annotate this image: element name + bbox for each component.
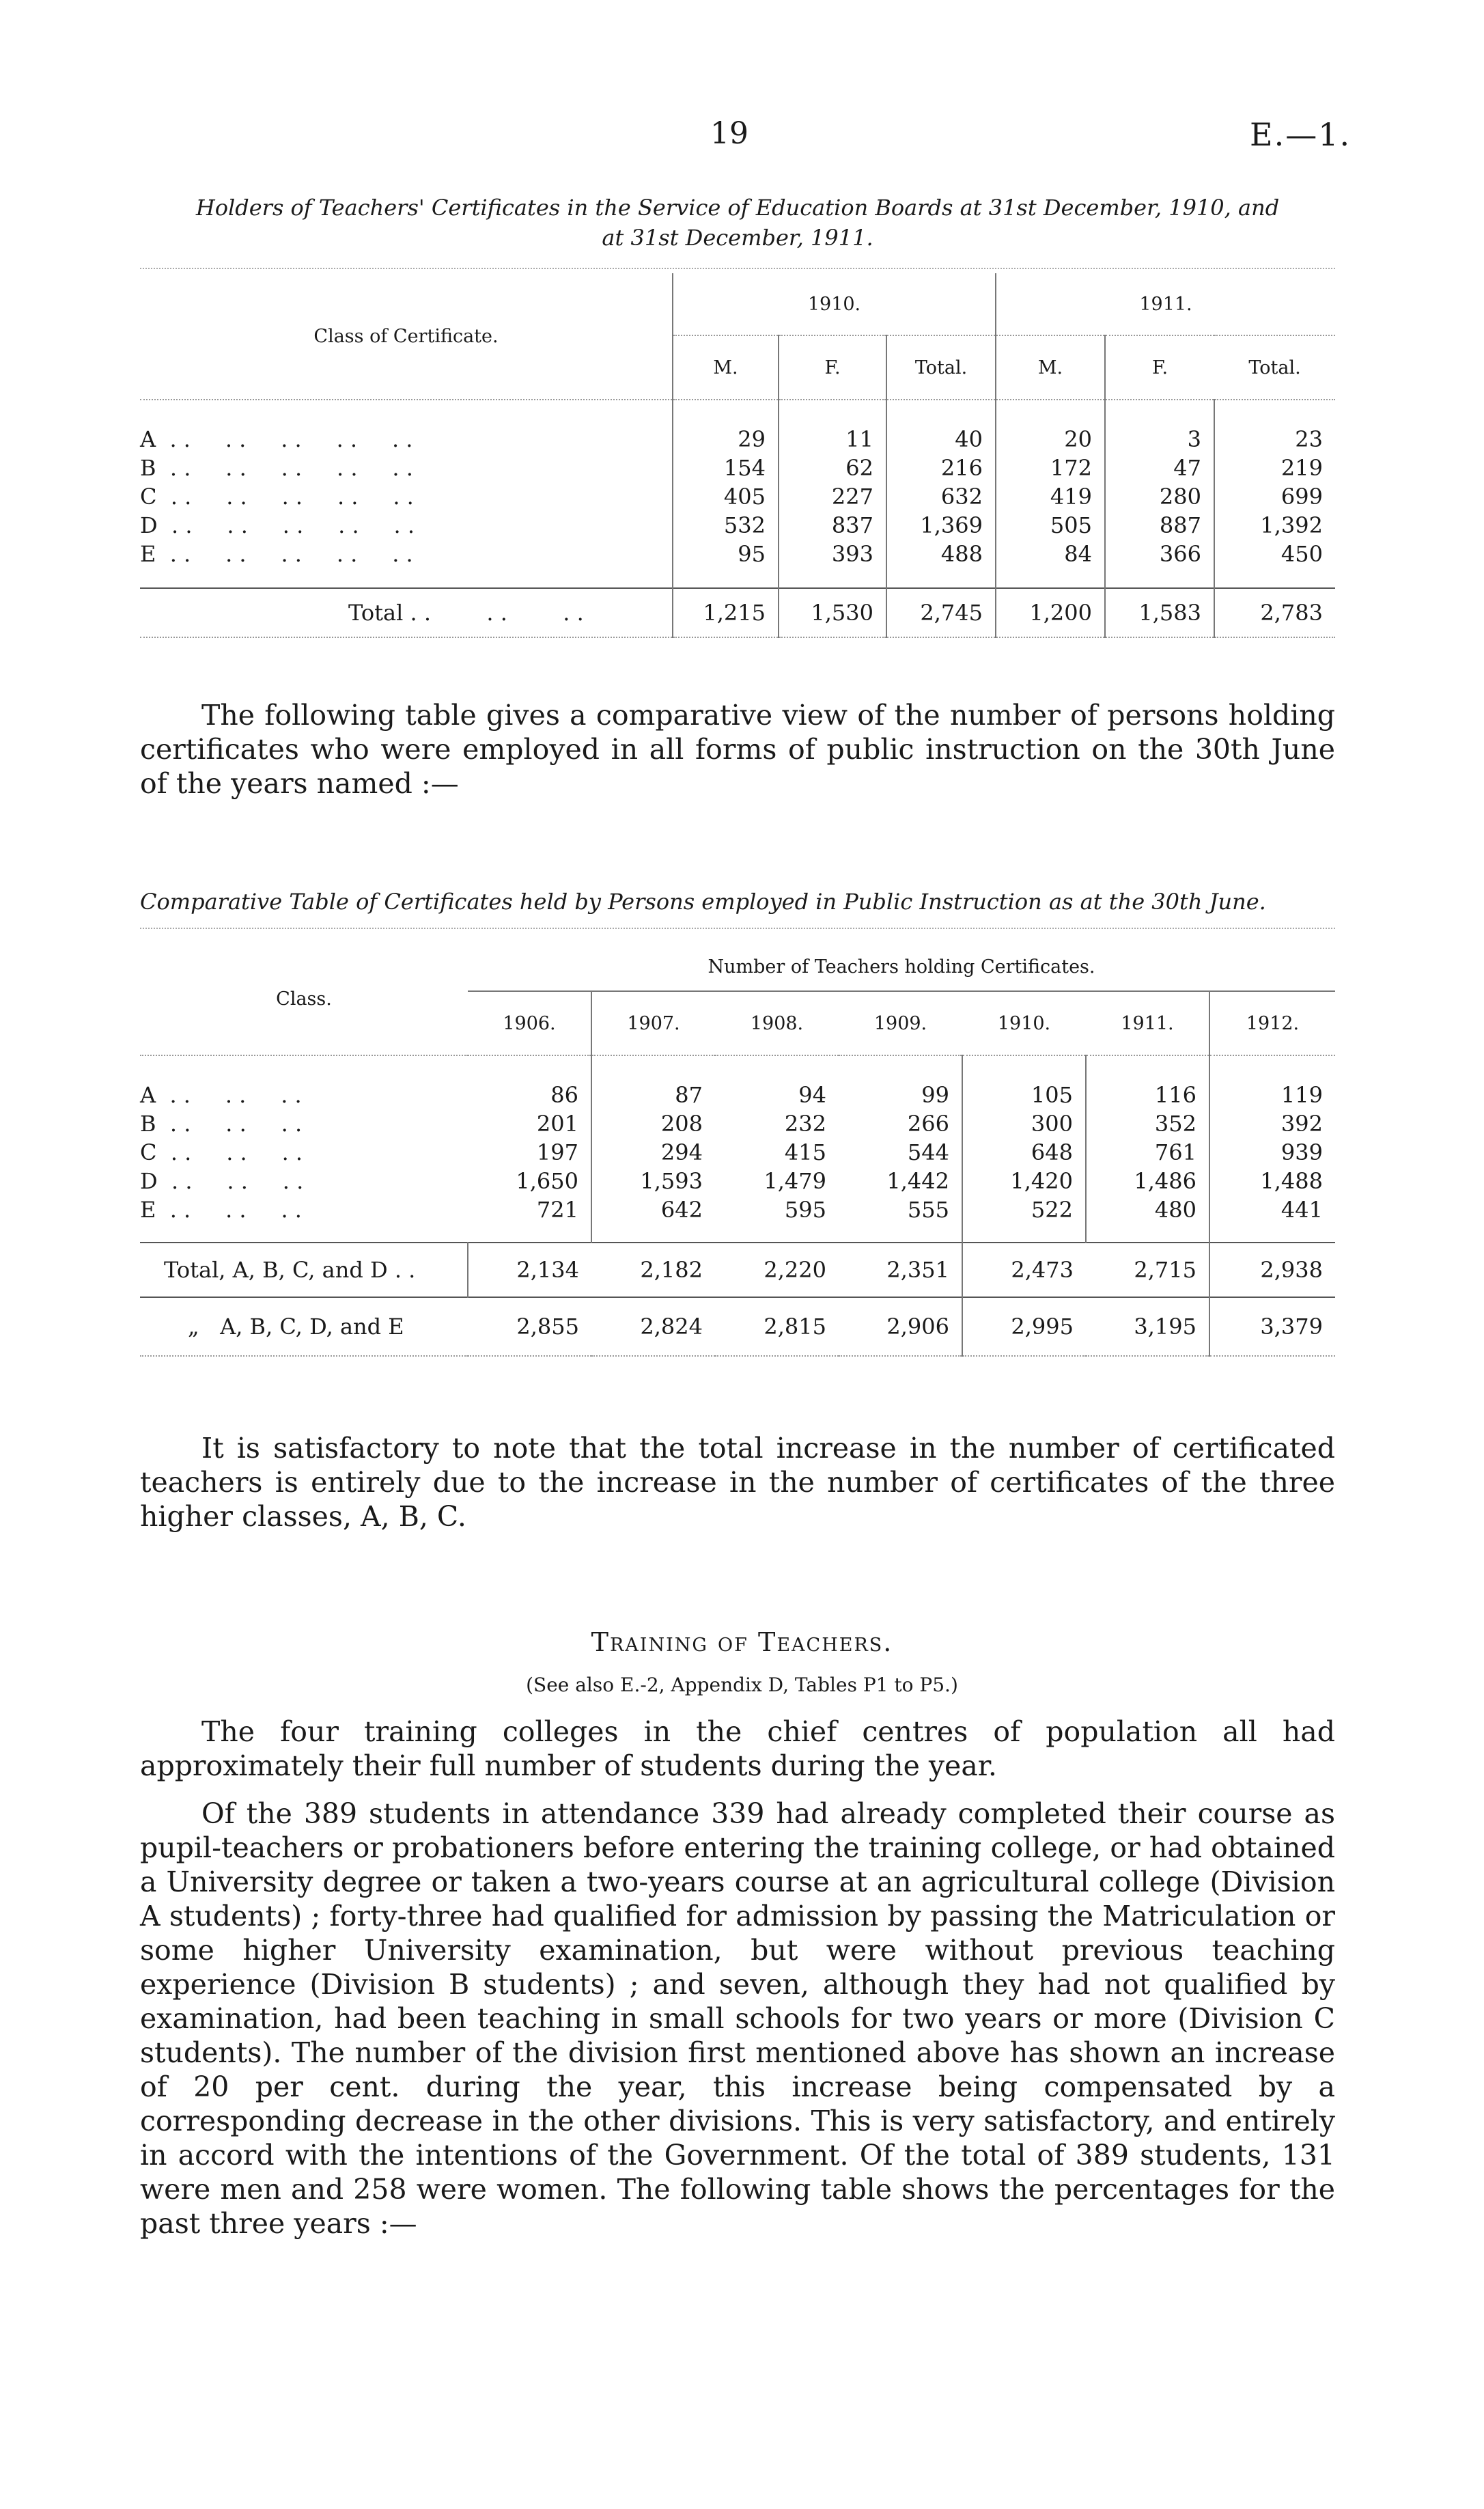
cell: 2,783 <box>1214 588 1335 637</box>
cell: 2,855 <box>516 1314 579 1340</box>
cell: 2,815 <box>764 1314 826 1340</box>
year-header: 1910. <box>997 1012 1051 1034</box>
cell: 405 <box>673 482 779 511</box>
cell: 280 <box>1105 482 1214 511</box>
cell: 219 <box>1214 454 1335 482</box>
cell: 1,215 <box>673 588 779 637</box>
cell: 20 <box>996 425 1105 454</box>
cell: 1,593 <box>591 1167 715 1195</box>
cell: 1,442 <box>886 1168 949 1194</box>
cell: 2,824 <box>640 1314 703 1340</box>
year-header: 1911. <box>1121 1012 1174 1034</box>
cell: 480 <box>1086 1195 1209 1224</box>
cell: 294 <box>591 1138 715 1167</box>
cell: 366 <box>1105 540 1214 568</box>
year-1911-header: 1911. <box>996 273 1335 335</box>
year-header: 1912. <box>1209 991 1335 1055</box>
paragraph-comparative-intro <box>140 698 1335 801</box>
cell: 62 <box>779 454 886 482</box>
sub-header: M. <box>996 335 1105 400</box>
total-label: Total . . . . . . <box>348 600 584 626</box>
table2-caption: Comparative Table of Certificates held by Persons employed in Public Instruction as at the 30th June. <box>140 889 1266 915</box>
cell: 2,906 <box>886 1314 949 1340</box>
cell: 40 <box>886 425 996 454</box>
year-header: 1907. <box>591 991 715 1055</box>
cell: 632 <box>886 482 996 511</box>
sub-header: Total. <box>886 335 996 400</box>
cell: 227 <box>779 482 886 511</box>
paragraph-text: Of the 389 students in attendance 339 had already completed their course as pupil-teachers or probationers before entering the training college, or had obtained a University degree or taken a two-years course at an agricultural college (Division A students) ; forty-three had qualified for admission by passing the Matriculation or some higher University examination, but were without previous teaching experience (Division B students) ; and seven, although they had not qualified by examination, had been teaching in small schools for two years or more (Division C students). The number of the division first mentioned above has shown an increase of 20 per cent. during the year, this increase being compensated by a corresponding decrease in the other divisions. This is very satisfactory, and entirely in accord with the intentions of the Government. Of the total of 389 students, 131 were men and 258 were women. The following table shows the percentages for the past three years :— <box>140 1797 1335 2240</box>
cell: 393 <box>779 540 886 568</box>
cell: 11 <box>779 425 886 454</box>
cell: 232 <box>784 1111 826 1137</box>
cell: 887 <box>1105 511 1214 540</box>
cell: 939 <box>1209 1138 1335 1167</box>
cell: 3,379 <box>1209 1297 1335 1356</box>
cell: 154 <box>673 454 779 482</box>
cell: 505 <box>996 511 1105 540</box>
cell: 266 <box>907 1111 949 1137</box>
cell: 544 <box>907 1139 949 1165</box>
paragraph-students-attendance <box>140 1797 1335 2241</box>
cell: 642 <box>591 1195 715 1224</box>
cell: 419 <box>996 482 1105 511</box>
table-row <box>140 454 1335 482</box>
total-row <box>140 1243 1335 1297</box>
table-row <box>140 482 1335 511</box>
cell: 3,195 <box>1134 1314 1196 1340</box>
table-row <box>140 1167 1335 1195</box>
row-label: A . . . . . . <box>140 1082 302 1108</box>
cell: 208 <box>591 1109 715 1138</box>
table2-top-rule <box>140 928 1335 929</box>
paragraph-text: The following table gives a comparative view of the number of persons holding certificates who were employed in all forms of public instruction on the 30th June of the years named :— <box>140 699 1335 800</box>
sub-header: F. <box>779 335 886 400</box>
paragraph-text: It is satisfactory to note that the total increase in the number of certificated teachers is entirely due to the increase in the number of certificates of the three higher classes, A, B, C. <box>140 1432 1335 1533</box>
cell: 522 <box>962 1195 1086 1224</box>
paragraph-training-colleges <box>140 1715 1335 1783</box>
cell: 1,200 <box>996 588 1105 637</box>
table-row <box>140 540 1335 568</box>
cell: 2,995 <box>962 1297 1086 1356</box>
cell: 450 <box>1214 540 1335 568</box>
row-label: C . . . . . . . . . . <box>140 484 414 510</box>
paragraph-satisfactory-increase <box>140 1431 1335 1534</box>
row-label: E . . . . . . . . . . <box>140 541 413 567</box>
cell: 197 <box>536 1139 578 1165</box>
cell: 201 <box>536 1111 578 1137</box>
cell: 595 <box>784 1197 826 1223</box>
table1-caption-line1: Holders of Teachers' Certificates in the Service of Education Boards at 31st December, 1910, and <box>195 195 1280 221</box>
cell: 721 <box>536 1197 578 1223</box>
cell: 761 <box>1086 1138 1209 1167</box>
cell: 1,479 <box>764 1168 826 1194</box>
cell: 1,530 <box>779 588 886 637</box>
class-header: Class. <box>276 988 332 1010</box>
sub-header: M. <box>673 335 779 400</box>
table-row <box>140 1081 1335 1109</box>
cell: 119 <box>1209 1081 1335 1109</box>
cell: 441 <box>1209 1195 1335 1224</box>
cell: 532 <box>673 511 779 540</box>
total-label: „ A, B, C, D, and E <box>188 1314 404 1340</box>
cell: 2,715 <box>1134 1257 1196 1283</box>
cell: 95 <box>673 540 779 568</box>
cell: 352 <box>1086 1109 1209 1138</box>
cell: 392 <box>1209 1109 1335 1138</box>
cell: 2,938 <box>1209 1243 1335 1297</box>
sub-header: Total. <box>1248 357 1301 378</box>
cell: 1,369 <box>886 511 996 540</box>
cell: 116 <box>1086 1081 1209 1109</box>
cell: 105 <box>962 1081 1086 1109</box>
cell: 2,134 <box>468 1243 591 1297</box>
cell: 23 <box>1214 425 1335 454</box>
cell: 3 <box>1105 425 1214 454</box>
report-reference: E.—1. <box>1250 116 1352 153</box>
number-of-teachers-header: Number of Teachers holding Certificates. <box>708 956 1095 978</box>
row-label: C . . . . . . <box>140 1139 303 1165</box>
row-label: A . . . . . . . . . . <box>140 426 413 452</box>
cell: 1,583 <box>1105 588 1214 637</box>
cell: 47 <box>1105 454 1214 482</box>
table1-caption-line2: at 31st December, 1911. <box>602 225 873 251</box>
year-header: 1908. <box>750 1012 804 1034</box>
cell: 1,392 <box>1214 511 1335 540</box>
year-header: 1906. <box>503 1012 556 1034</box>
total-row <box>140 1297 1335 1356</box>
cell: 216 <box>886 454 996 482</box>
cell: 699 <box>1214 482 1335 511</box>
cell: 1,488 <box>1209 1167 1335 1195</box>
section-subheading: (See also E.-2, Appendix D, Tables P1 to P5.) <box>526 1674 958 1696</box>
comparative-certificates-table <box>140 943 1335 1362</box>
cell: 1,420 <box>962 1167 1086 1195</box>
row-label: B . . . . . . <box>140 1111 303 1137</box>
cell: 2,745 <box>886 588 996 637</box>
table-row <box>140 425 1335 454</box>
cell: 2,351 <box>886 1257 949 1283</box>
cell: 2,182 <box>640 1257 703 1283</box>
table-row <box>140 1138 1335 1167</box>
cell: 2,220 <box>764 1257 826 1283</box>
cell: 172 <box>996 454 1105 482</box>
year-1910-header: 1910. <box>673 273 996 335</box>
cell: 555 <box>907 1197 949 1223</box>
total-row <box>140 588 1335 637</box>
cell: 1,486 <box>1086 1167 1209 1195</box>
table1-top-rule <box>140 268 1335 269</box>
cell: 99 <box>921 1082 949 1108</box>
row-label: B . . . . . . . . . . <box>140 455 413 481</box>
cell: 94 <box>798 1082 826 1108</box>
cell: 87 <box>591 1081 715 1109</box>
cell: 648 <box>962 1138 1086 1167</box>
cell: 415 <box>784 1139 826 1165</box>
cell: 84 <box>996 540 1105 568</box>
cell: 300 <box>962 1109 1086 1138</box>
table-row <box>140 1109 1335 1138</box>
class-of-certificate-header: Class of Certificate. <box>313 325 499 347</box>
cell: 29 <box>673 425 779 454</box>
paragraph-text: The four training colleges in the chief centres of population all had approximately their full number of students during the year. <box>140 1715 1335 1782</box>
table-row <box>140 1195 1335 1224</box>
page-number: 19 <box>710 116 748 151</box>
total-label: Total, A, B, C, and D . . <box>164 1257 416 1283</box>
cell: 86 <box>550 1082 578 1108</box>
cell: 2,473 <box>962 1243 1086 1297</box>
cell: 1,650 <box>516 1168 578 1194</box>
cell: 488 <box>886 540 996 568</box>
row-label: D . . . . . . <box>140 1168 304 1194</box>
certificates-1910-1911-table <box>140 273 1335 643</box>
row-label: E . . . . . . <box>140 1197 302 1223</box>
sub-header: F. <box>1105 335 1214 400</box>
table-row <box>140 511 1335 540</box>
cell: 837 <box>779 511 886 540</box>
year-header: 1909. <box>873 1012 927 1034</box>
section-heading: Training of Teachers. <box>591 1627 893 1657</box>
row-label: D . . . . . . . . . . <box>140 512 415 538</box>
